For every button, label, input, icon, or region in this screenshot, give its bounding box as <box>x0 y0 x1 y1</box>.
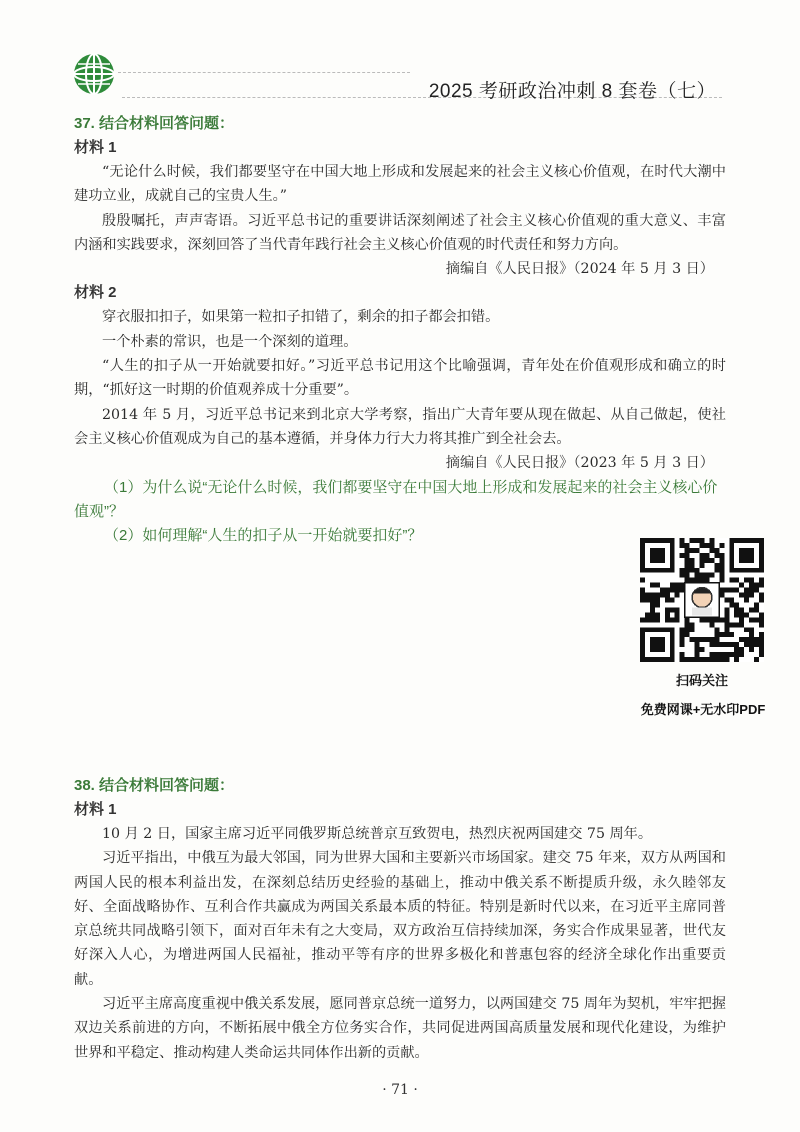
q38-m1-paragraph: 10 月 2 日，国家主席习近平同俄罗斯总统普京互致贺电，热烈庆祝两国建交 75 周年。 <box>102 826 653 842</box>
q37-m2-paragraph: 穿衣服扣扣子，如果第一粒扣子扣错了，剩余的扣子都会扣错。 <box>102 309 500 326</box>
q37-m2-paragraph: 2014 年 5 月，习近平总书记来到北京大学考察，指出广大青年要从现在做起、从自己做起，使社会主义核心价值观成为自己的基本遵循，并身体力行大力将其推广到全社会去。 <box>74 406 726 447</box>
qr-caption-follow: 扫码关注 <box>675 673 728 688</box>
q37-m1-source: 摘编自《人民日报》（2024 年 5 月 3 日） <box>445 261 714 278</box>
question-37 <box>74 112 726 548</box>
q38-m1-paragraph: 习近平指出，中俄互为最大邻国，同为世界大国和主要新兴市场国家。建交 75 年来，双方从两国和两国人民的根本利益出发，在深刻总结历史经验的基础上，推动中俄关系不断提质升级，永久睦邻友好、全面战略协作、互利合作共赢成为两国关系最本质的特征。特别是新时代以来，在习近平主席同普京总统共同战略引领下，面对百年未有之大变局，双方政治互信持续加深，务实合作成果显著，世代友好深入人心，为增进两国人民福祉，推动平等有序的世界多极化和普惠包容的经济全球化作出重要贡献。 <box>74 850 726 988</box>
q38-material-1-label: 材料 1 <box>74 801 117 818</box>
qr-caption-offer: 免费网课+无水印PDF <box>640 702 766 717</box>
q37-m2-paragraph: “人生的扣子从一开始就要扣好。”习近平总书记用这个比喻强调，青年处在价值观形成和确立的时期，“抓好这一时期的价值观养成十分重要”。 <box>74 358 726 399</box>
header-divider-top <box>118 72 410 73</box>
q37-m2-paragraph: 一个朴素的常识，也是一个深刻的道理。 <box>102 333 358 350</box>
q37-sub-question-1: （1）为什么说“无论什么时候，我们都要坚守在中国大地上形成和发展起来的社会主义核心价值观”？ <box>74 478 718 520</box>
qr-code-icon[interactable] <box>640 538 764 662</box>
page-header-title: 2025 考研政治冲刺 8 套卷（七） <box>428 81 716 102</box>
qr-promo <box>632 538 782 718</box>
q37-m1-paragraph: “无论什么时候，我们都要坚守在中国大地上形成和发展起来的社会主义核心价值观，在时代大潮中建功立业，成就自己的宝贵人生。” <box>74 164 726 205</box>
question-37-title: 37. 结合材料回答问题： <box>74 115 235 132</box>
q38-m1-paragraph: 习近平主席高度重视中俄关系发展，愿同普京总统一道努力，以两国建交 75 周年为契机，牢牢把握双边关系前进的方向，不断拓展中俄全方位务实合作，共同促进两国高质量发展和现代化建设，为维护世界和平稳定、推动构建人类命运共同体作出新的贡献。 <box>74 996 726 1061</box>
q37-m1-paragraph: 殷殷嘱托，声声寄语。习近平总书记的重要讲话深刻阐述了社会主义核心价值观的重大意义、丰富内涵和实践要求，深刻回答了当代青年践行社会主义核心价值观的时代责任和努力方向。 <box>74 212 726 253</box>
question-38 <box>74 774 726 1065</box>
q37-material-1-label: 材料 1 <box>74 139 117 156</box>
globe-logo-icon <box>72 52 116 96</box>
q37-sub-question-2: （2）如何理解“人生的扣子从一开始就要扣好”？ <box>104 526 423 544</box>
q37-material-2-label: 材料 2 <box>74 284 117 302</box>
page-number: · 71 · <box>382 1082 418 1098</box>
question-38-title: 38. 结合材料回答问题： <box>74 777 235 794</box>
q37-m2-source: 摘编自《人民日报》（2023 年 5 月 3 日） <box>445 455 714 472</box>
